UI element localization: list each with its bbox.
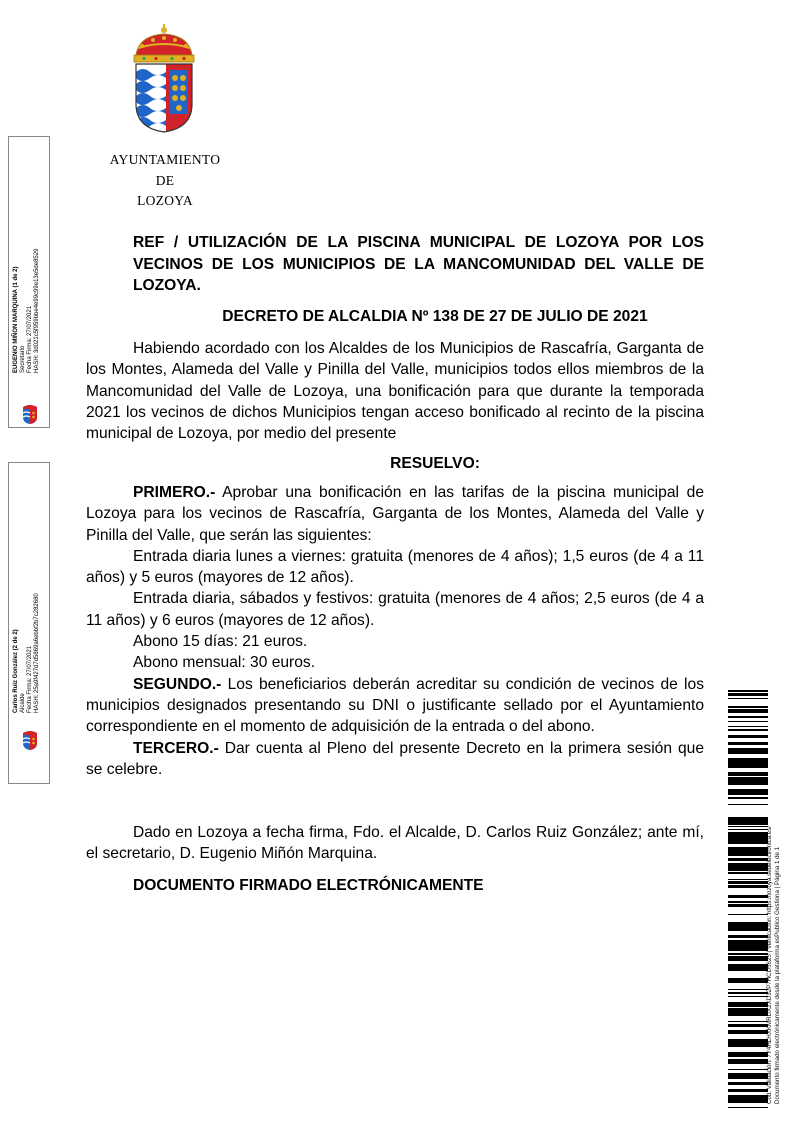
intro-paragraph: Habiendo acordado con los Alcaldes de los Municipios de Rascafría, Garganta de los Montes, Alameda del Valle y Pinilla del Valle, municipios todos ellos miembros de la Mancomunidad del Valle de Lozoya, una bonificación para que durante la temporada 2021 los vecinos de dichos Municipios tengan acceso bonificado al recinto de la piscina municipal de Lozoya, por medio del presente [86,340,704,443]
signature-box-alcalde [8,462,50,784]
coat-of-arms-logo [128,22,200,134]
segundo-label: SEGUNDO.- [133,675,222,693]
mini-coat-of-arms-icon [21,403,39,425]
signature-date: Fecha Firma: 27/07/2021 [27,645,33,713]
primero-label: PRIMERO.- [133,484,216,501]
closing-paragraph: Dado en Lozoya a fecha firma, Fdo. el Alcalde, D. Carlos Ruiz González; ante mí, el secretario, D. Eugenio Miñón Marquina. [86,824,704,863]
signer-role: Alcalde [20,693,26,713]
signature-text [13,249,41,373]
signature-text [13,593,41,713]
tarifa-festivos: Entrada diaria, sábados y festivos: gratuita (menores de 4 años; 2,5 euros (de 4 a 11 años) y 6 euros (mayores de 12 años). [86,590,704,629]
crown-icon [134,24,194,62]
verification-line: Cód. Validación: 7Y4HLHXKMRDX2XD32P7HCD5625 | Verificación: https://lozoya.sedelectronica.es/ [766,825,773,1104]
abono-15-dias: Abono 15 días: 21 euros. [133,633,308,651]
mini-coat-of-arms-icon [21,729,39,751]
abono-mensual: Abono mensual: 30 euros. [133,654,316,672]
resuelvo-heading: RESUELVO: [390,455,480,472]
primero-paragraph [86,482,704,546]
signature-box-secretario [8,136,50,428]
barcode-image [728,690,768,1108]
signature-hash: HASH: 3d021c5f959bbe4e99c99e13e5de8529 [34,248,40,373]
resolution-body [86,482,704,780]
segundo-paragraph [86,674,704,738]
document-title: REF / UTILIZACIÓN DE LA PISCINA MUNICIPAL DE LOZOYA POR LOS VECINOS DE LOS MUNICIPIOS DE LA MANCOMUNIDAD DEL VALLE DE LOZOYA. [133,234,704,294]
decreto-heading: DECRETO DE ALCALDIA Nº 138 DE 27 DE JULIO DE 2021 [222,308,648,325]
signer-name: Carlos Ruiz González (2 de 2) [13,629,19,713]
signer-name: EUGENIO MIÑON MARQUINA (1 de 2) [13,266,19,373]
ayuntamiento-line: DE [155,172,175,188]
verification-line: Documento firmado electrónicamente desde la plataforma esPublico Gestiona | Página 1 de 1 [773,846,781,1104]
signature-hash: HASH: 25a9f427d7d5869a6ebbf2b7c282680 [34,593,40,713]
tercero-text: Dar cuenta al Pleno del presente Decreto en la primera sesión que se celebre. [86,739,704,778]
ayuntamiento-line: LOZOYA [137,193,193,208]
ayuntamiento-line: AYUNTAMIENTO [109,152,221,167]
segundo-text: Los beneficiarios deberán acreditar su condición de vecinos de los municipios designados presentando su DNI o justificante sellado por el Ayuntamiento correspondiente en el momento de adquisición de la entrada o del abono. [86,675,704,736]
ayuntamiento-header [95,150,235,212]
primero-text: Aprobar una bonificación en las tarifas de la piscina municipal de Lozoya para los vecinos de Rascafría, Garganta de los Montes, Alameda del Valle y Pinilla del Valle, que serán las siguientes: [86,484,704,544]
tercero-label: TERCERO.- [133,739,219,757]
signer-role: Secretario [20,345,26,373]
tercero-paragraph [86,738,704,781]
firmado-statement: DOCUMENTO FIRMADO ELECTRÓNICAMENTE [133,877,484,894]
verification-text [766,826,781,1104]
tarifa-entre-semana: Entrada diaria lunes a viernes: gratuita (menores de 4 años); 1,5 euros (de 4 a 11 años) y 5 euros (mayores de 12 años). [86,547,704,587]
signature-date: Fecha Firma: 27/07/2021 [27,305,33,373]
